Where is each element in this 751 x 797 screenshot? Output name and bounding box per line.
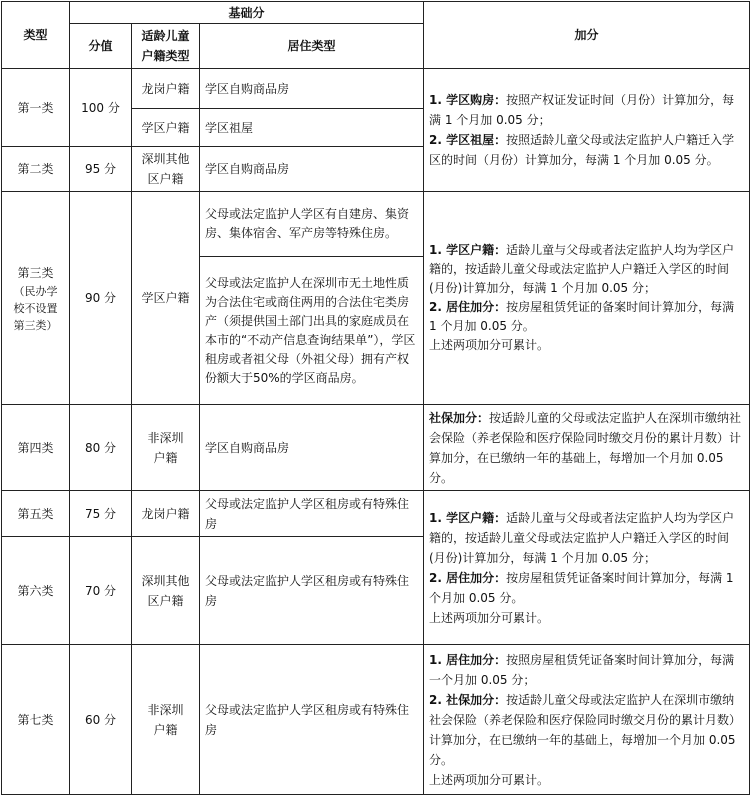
hukou-7: 非深圳 户籍 [132, 645, 200, 795]
hukou-4: 非深圳 户籍 [132, 405, 200, 491]
header-bonus: 加分 [424, 2, 750, 69]
residence-1b: 学区祖屋 [200, 109, 424, 147]
category-3-note: （民办学 校不设置 第三类） [13, 284, 58, 332]
residence-3a: 父母或法定监护人学区有自建房、集资房、集体宿舍、军产房等特殊住房。 [200, 192, 424, 257]
hukou-2: 深圳其他 区户籍 [132, 147, 200, 192]
table-row-cat7 [2, 645, 750, 795]
hukou-1b: 学区户籍 [132, 109, 200, 147]
category-1: 第一类 [2, 69, 70, 147]
category-2: 第二类 [2, 147, 70, 192]
admission-score-table [1, 1, 750, 795]
score-1: 100 分 [70, 69, 132, 147]
category-3: 第三类 （民办学 校不设置 第三类） [2, 192, 70, 405]
hukou-3: 学区户籍 [132, 192, 200, 405]
bonus-group-5: 1. 学区户籍：适龄儿童与父母或者法定监护人均为学区户籍的，按适龄儿童父母或法定监护人户籍迁入学区的时间(月份)计算加分，每满 1 个月加 0.05 分； 2. 居住加分：按房屋租赁凭证备案时间计算加分，每满 1 个月加 0.05 分。 上述两项加分可累计。 [424, 491, 750, 645]
score-7: 60 分 [70, 645, 132, 795]
category-6: 第六类 [2, 537, 70, 645]
header-type: 类型 [2, 2, 70, 69]
residence-3b: 父母或法定监护人在深圳市无土地性质为合法住宅或商住两用的合法住宅类房产（须提供国土部门出具的家庭成员在本市的“不动产信息查询结果单”），学区租房或者祖父母（外祖父母）拥有产权份额大于50%的学区商品房。 [200, 257, 424, 405]
header-hukou-line2: 户籍类型 [141, 49, 190, 63]
header-hukou-type [132, 24, 200, 69]
residence-6: 父母或法定监护人学区租房或有特殊住房 [200, 537, 424, 645]
header-row-1 [2, 2, 750, 24]
header-base-score: 基础分 [70, 2, 424, 24]
hukou-6: 深圳其他 区户籍 [132, 537, 200, 645]
category-4: 第四类 [2, 405, 70, 491]
header-hukou-line1: 适龄儿童 [141, 29, 190, 43]
residence-2: 学区自购商品房 [200, 147, 424, 192]
score-2: 95 分 [70, 147, 132, 192]
score-5: 75 分 [70, 491, 132, 537]
table-row-cat5 [2, 491, 750, 537]
score-3: 90 分 [70, 192, 132, 405]
residence-5: 父母或法定监护人学区租房或有特殊住房 [200, 491, 424, 537]
category-5: 第五类 [2, 491, 70, 537]
table-row-cat4 [2, 405, 750, 491]
header-score: 分值 [70, 24, 132, 69]
header-residence-type: 居住类型 [200, 24, 424, 69]
score-6: 70 分 [70, 537, 132, 645]
bonus-group-4: 社保加分：按适龄儿童的父母或法定监护人在深圳市缴纳社会保险（养老保险和医疗保险同时缴交月份的累计月数）计算加分，在已缴纳一年的基础上，每增加一个月加 0.05 分。 [424, 405, 750, 491]
hukou-5: 龙岗户籍 [132, 491, 200, 537]
bonus-group-1: 1. 学区购房：按照产权证发证时间（月份）计算加分，每满 1 个月加 0.05 分； 2. 学区祖屋：按照适龄儿童父母或法定监护人户籍迁入学区的时间（月份）计算加分，每满 1 个月加 0.05 分。 [424, 69, 750, 192]
bonus-group-3: 1. 学区户籍：适龄儿童与父母或者法定监护人均为学区户籍的，按适龄儿童父母或法定监护人户籍迁入学区的时间(月份)计算加分，每满 1 个月加 0.05 分； 2. 居住加分：按房屋租赁凭证的备案时间计算加分，每满 1 个月加 0.05 分。 上述两项加分可累计。 [424, 192, 750, 405]
score-4: 80 分 [70, 405, 132, 491]
bonus-group-7: 1. 居住加分：按照房屋租赁凭证备案时间计算加分，每满一个月加 0.05 分； 2. 社保加分：按适龄儿童父母或法定监护人在深圳市缴纳社会保险（养老保险和医疗保险同时缴交月份的累计月数）计算加分，在已缴纳一年的基础上，每增加一个月加 0.05 分。 上述两项加分可累计。 [424, 645, 750, 795]
residence-4: 学区自购商品房 [200, 405, 424, 491]
residence-7: 父母或法定监护人学区租房或有特殊住房 [200, 645, 424, 795]
residence-1a: 学区自购商品房 [200, 69, 424, 109]
hukou-1a: 龙岗户籍 [132, 69, 200, 109]
table-row-cat1a [2, 69, 750, 109]
table-row-cat3a [2, 192, 750, 257]
category-7: 第七类 [2, 645, 70, 795]
